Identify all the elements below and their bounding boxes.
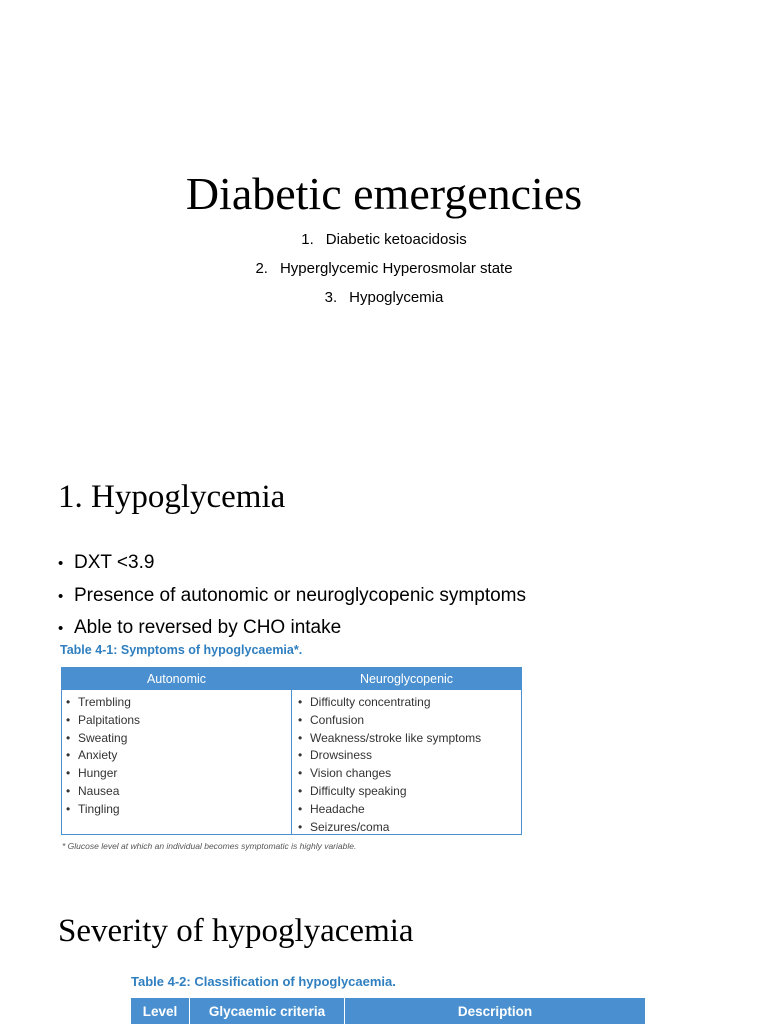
autonomic-symptom-list [62, 694, 140, 819]
item-label: Hypoglycemia [349, 289, 444, 306]
item-number: 3. [324, 289, 338, 306]
bullet-icon: • [58, 620, 64, 637]
slide-title-severity: Severity of hypoglyacemia [58, 913, 414, 949]
bullet-text: Presence of autonomic or neuroglycopenic symptoms [74, 585, 527, 606]
list-item: • Hunger [62, 765, 140, 783]
slide-title-diabetic-emergencies: Diabetic emergencies [185, 168, 583, 219]
bullet-icon: • [58, 588, 64, 605]
table-caption: Table 4-1: Symptoms of hypoglycaemia*. [60, 643, 303, 657]
list-item: • Seizures/coma [294, 819, 481, 837]
column-header-description: Description [457, 1004, 533, 1019]
list-item: • Confusion [294, 712, 481, 730]
neuroglycopenic-symptom-list [294, 694, 481, 836]
numbered-item [0, 230, 768, 250]
bullet-item [58, 584, 526, 609]
bullet-text: Able to reversed by CHO intake [74, 617, 342, 638]
classification-table-header [131, 998, 645, 1024]
list-item: • Difficulty speaking [294, 783, 481, 801]
slide-title-hypoglycemia: 1. Hypoglycemia [58, 479, 286, 515]
list-item: • Vision changes [294, 765, 481, 783]
column-divider [291, 668, 292, 834]
list-item: • Drowsiness [294, 747, 481, 765]
list-item: • Difficulty concentrating [294, 694, 481, 712]
numbered-item [0, 288, 768, 308]
item-label: Hyperglycemic Hyperosmolar state [279, 260, 513, 277]
column-header-level: Level [142, 1004, 178, 1019]
numbered-item [0, 259, 768, 279]
item-number: 2. [255, 260, 268, 277]
list-item: • Tingling [62, 801, 140, 819]
bullet-text: DXT <3.9 [74, 552, 155, 573]
list-item: • Nausea [62, 783, 140, 801]
symptoms-table [61, 667, 522, 835]
list-item: • Anxiety [62, 747, 140, 765]
item-label: Diabetic ketoacidosis [325, 231, 467, 248]
list-item: • Sweating [62, 730, 140, 748]
bullet-item [58, 551, 154, 576]
item-number: 1. [301, 231, 314, 248]
table-caption: Table 4-2: Classification of hypoglycaemia. [131, 974, 396, 989]
list-item: • Headache [294, 801, 481, 819]
list-item: • Palpitations [62, 712, 140, 730]
bullet-icon: • [58, 555, 64, 572]
column-header-autonomic: Autonomic [146, 672, 207, 686]
list-item: • Weakness/stroke like symptoms [294, 730, 481, 748]
list-item: • Trembling [62, 694, 140, 712]
bullet-item [58, 616, 341, 641]
column-header-neuroglycopenic: Neuroglycopenic [359, 672, 454, 686]
table-footnote: * Glucose level at which an individual becomes symptomatic is highly variable. [62, 841, 357, 851]
column-header-glycaemic-criteria: Glycaemic criteria [208, 1004, 326, 1019]
